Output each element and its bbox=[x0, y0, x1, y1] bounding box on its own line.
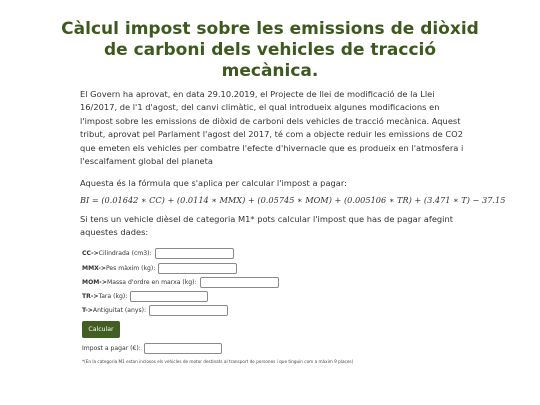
field-label-tr: Tara (kg): bbox=[98, 293, 128, 300]
field-label-mmx: Pes màxim (kg): bbox=[105, 265, 156, 272]
tara-input[interactable] bbox=[130, 291, 208, 302]
intro-paragraph: El Govern ha aprovat, en data 29.10.2019, el Projecte de llei de modificació de la Llei 16/2017, de l'1 d'agost, del canvi climàtic, el qual introdueix algunes modificacions en l'impost sobre les emissions de diòxid de carboni dels vehicles de tracció mecànica. Aquest tribut, aprovat pel Parlament l'agost del 2017, té com a objecte reduir les emissions de CO2 que emeten els vehicles per combatre l'efecte d'hivernacle que es produeix en l'atmosfera i l'escalfament global del planeta bbox=[80, 89, 464, 167]
cilindrada-input[interactable] bbox=[155, 248, 234, 259]
diesel-intro: Si tens un vehicle dièsel de categoria M1* pots calcular l'impost que has de pagar afegint aquestes dades: bbox=[80, 214, 454, 238]
field-label-mom: Massa d'ordre en marxa (kg): bbox=[106, 279, 197, 286]
field-code-tr: TR-> bbox=[82, 293, 99, 300]
field-row-cc bbox=[82, 247, 234, 260]
tax-formula: BI = (0.01642 ∗ CC) + (0.0114 ∗ MMX) + (0.05745 ∗ MOM) + (0.005106 ∗ TR) + (3.471 ∗ T) − 37.15 bbox=[80, 195, 506, 205]
antiguitat-input[interactable] bbox=[149, 305, 228, 316]
page-title: Càlcul impost sobre les emissions de diòxid de carboni dels vehicles de tracció mecànica. bbox=[61, 19, 479, 81]
massa-ordre-input[interactable] bbox=[200, 277, 279, 288]
field-row-tr bbox=[82, 290, 208, 303]
result-output[interactable] bbox=[144, 343, 222, 354]
field-row-mom bbox=[82, 276, 279, 289]
footnote: *(En la categoria M1 estan inclosos els vehicles de motor destinats al transport de persones i que tinguin com a màxim 9 places) bbox=[82, 359, 354, 364]
field-row-mmx bbox=[82, 262, 237, 275]
pes-maxim-input[interactable] bbox=[158, 263, 237, 274]
result-label: Impost a pagar (€): bbox=[82, 345, 141, 352]
result-row bbox=[82, 342, 222, 355]
field-code-mmx: MMX-> bbox=[82, 265, 106, 272]
field-code-mom: MOM-> bbox=[82, 279, 107, 286]
field-row-t bbox=[82, 304, 228, 317]
field-code-t: T-> bbox=[82, 307, 93, 314]
formula-intro: Aquesta és la fórmula que s'aplica per calcular l'impost a pagar: bbox=[80, 178, 347, 188]
field-label-t: Antiguitat (anys): bbox=[92, 307, 147, 314]
field-label-cc: Cilindrada (cm3): bbox=[98, 250, 152, 257]
field-code-cc: CC-> bbox=[82, 250, 99, 257]
calculate-button[interactable]: Calcular bbox=[82, 321, 120, 338]
